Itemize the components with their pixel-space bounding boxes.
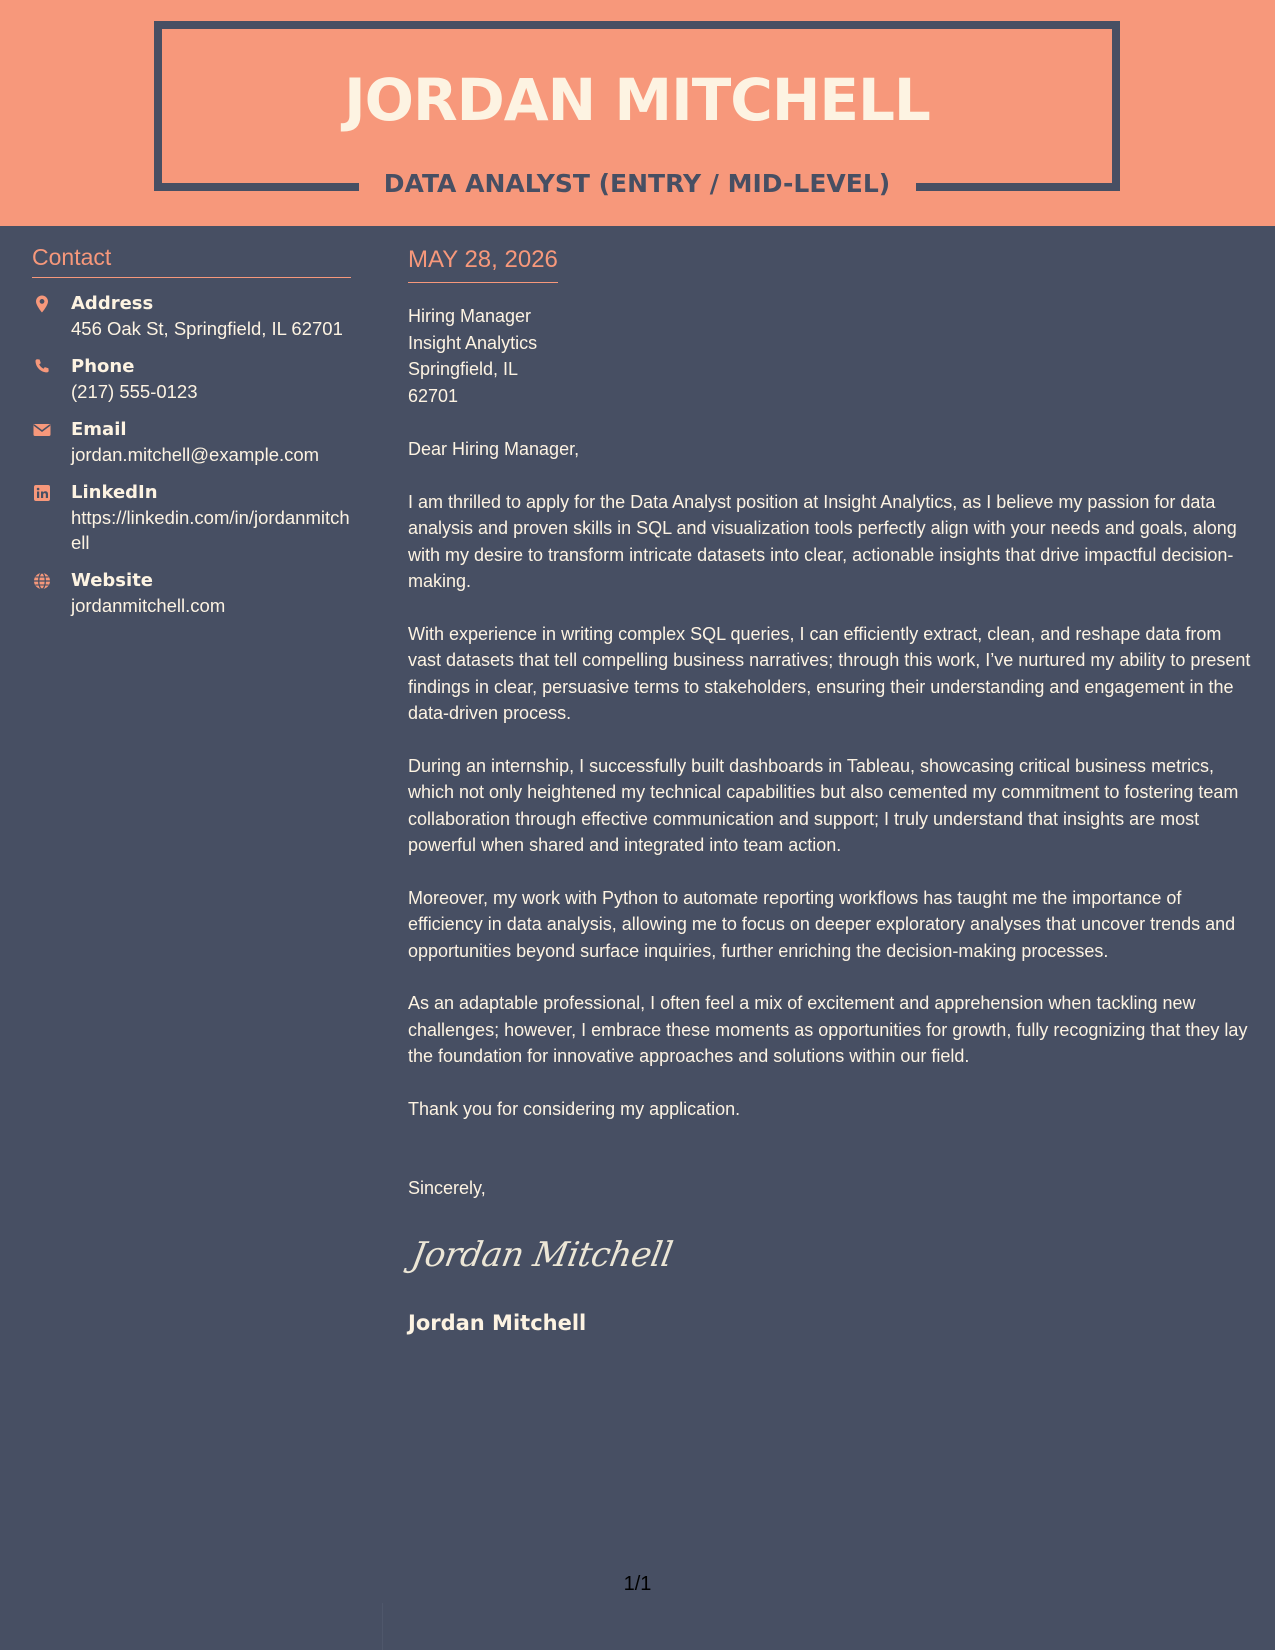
contact-value: (217) 555-0123 — [71, 381, 198, 402]
map-pin-icon — [32, 294, 52, 314]
contact-value: jordanmitchell.com — [71, 595, 226, 616]
contact-label: Phone — [71, 356, 135, 377]
job-title: DATA ANALYST (ENTRY / MID-LEVEL) — [383, 169, 891, 198]
contact-item-linkedin — [32, 481, 351, 555]
contact-sidebar — [32, 242, 351, 632]
salutation: Dear Hiring Manager, — [408, 439, 580, 459]
contact-value: 456 Oak St, Springfield, IL 62701 — [71, 318, 343, 339]
thanks-line: Thank you for considering my application. — [408, 1098, 741, 1119]
linkedin-icon — [32, 483, 52, 503]
contact-value: https://linkedin.com/in/jordanmitchell — [71, 507, 350, 553]
letter-paragraph: Moreover, my work with Python to automate reporting workflows has taught me the importance of efficiency in data analysis, allowing me to focus on deeper exploratory analyses that uncover trends and opportunities beyond surface inquiries, further enriching the decision-making processes. — [408, 887, 1236, 961]
contact-label: Website — [71, 570, 154, 591]
contact-label: LinkedIn — [71, 482, 158, 503]
applicant-name: JORDAN MITCHELL — [344, 66, 930, 134]
header-banner — [0, 0, 1275, 226]
contact-label: Email — [71, 419, 127, 440]
letter-body — [408, 244, 1253, 1338]
letter-paragraph: As an adaptable professional, I often feel a mix of excitement and apprehension when tackling new challenges; however, I embrace these moments as opportunities for growth, fully recognizing that they lay the foundation for innovative approaches and solutions within our field. — [408, 993, 1248, 1066]
contact-item-phone — [32, 355, 351, 404]
letter-paragraph: I am thrilled to apply for the Data Analyst position at Insight Analytics, as I believe my passion for data analysis and proven skills in SQL and visualization tools perfectly align with your needs and goals, along with my desire to transform intricate datasets into clear, actionable insights that drive impactful decision-making. — [408, 491, 1237, 591]
contact-label: Address — [71, 293, 154, 314]
recipient-block — [408, 303, 1253, 409]
page-divider — [382, 1603, 383, 1650]
contact-item-website — [32, 569, 351, 618]
letter-paragraph: With experience in writing complex SQL queries, I can efficiently extract, clean, and reshape data from vast datasets that tell compelling business narratives; through this work, I’ve nurtured my ability to present findings in clear, persuasive terms to stakeholders, ensuring their understanding and engagement in the data-driven process. — [408, 623, 1251, 723]
globe-icon — [32, 571, 52, 591]
recipient-line: Insight Analytics — [408, 332, 538, 353]
closing-line: Sincerely, — [408, 1178, 486, 1198]
contact-item-email — [32, 418, 351, 467]
contact-heading: Contact — [32, 242, 351, 278]
contact-item-address — [32, 292, 351, 341]
recipient-line: Hiring Manager — [408, 306, 532, 326]
letter-paragraph: During an internship, I successfully built dashboards in Tableau, showcasing critical business metrics, which not only heightened my technical capabilities but also cemented my commitment to fostering team collaboration through effective communication and support; I truly understand that insights are most powerful when shared and integrated into team action. — [408, 755, 1239, 855]
printed-name: Jordan Mitchell — [408, 1310, 587, 1335]
phone-icon — [32, 357, 52, 377]
contact-value: jordan.mitchell@example.com — [71, 444, 320, 465]
recipient-line: 62701 — [408, 385, 459, 406]
envelope-icon — [32, 420, 52, 440]
signature: Jordan Mitchell — [408, 1234, 676, 1275]
recipient-line: Springfield, IL — [408, 359, 519, 379]
letter-date: MAY 28, 2026 — [408, 244, 558, 283]
page-number: 1/1 — [623, 1573, 652, 1595]
